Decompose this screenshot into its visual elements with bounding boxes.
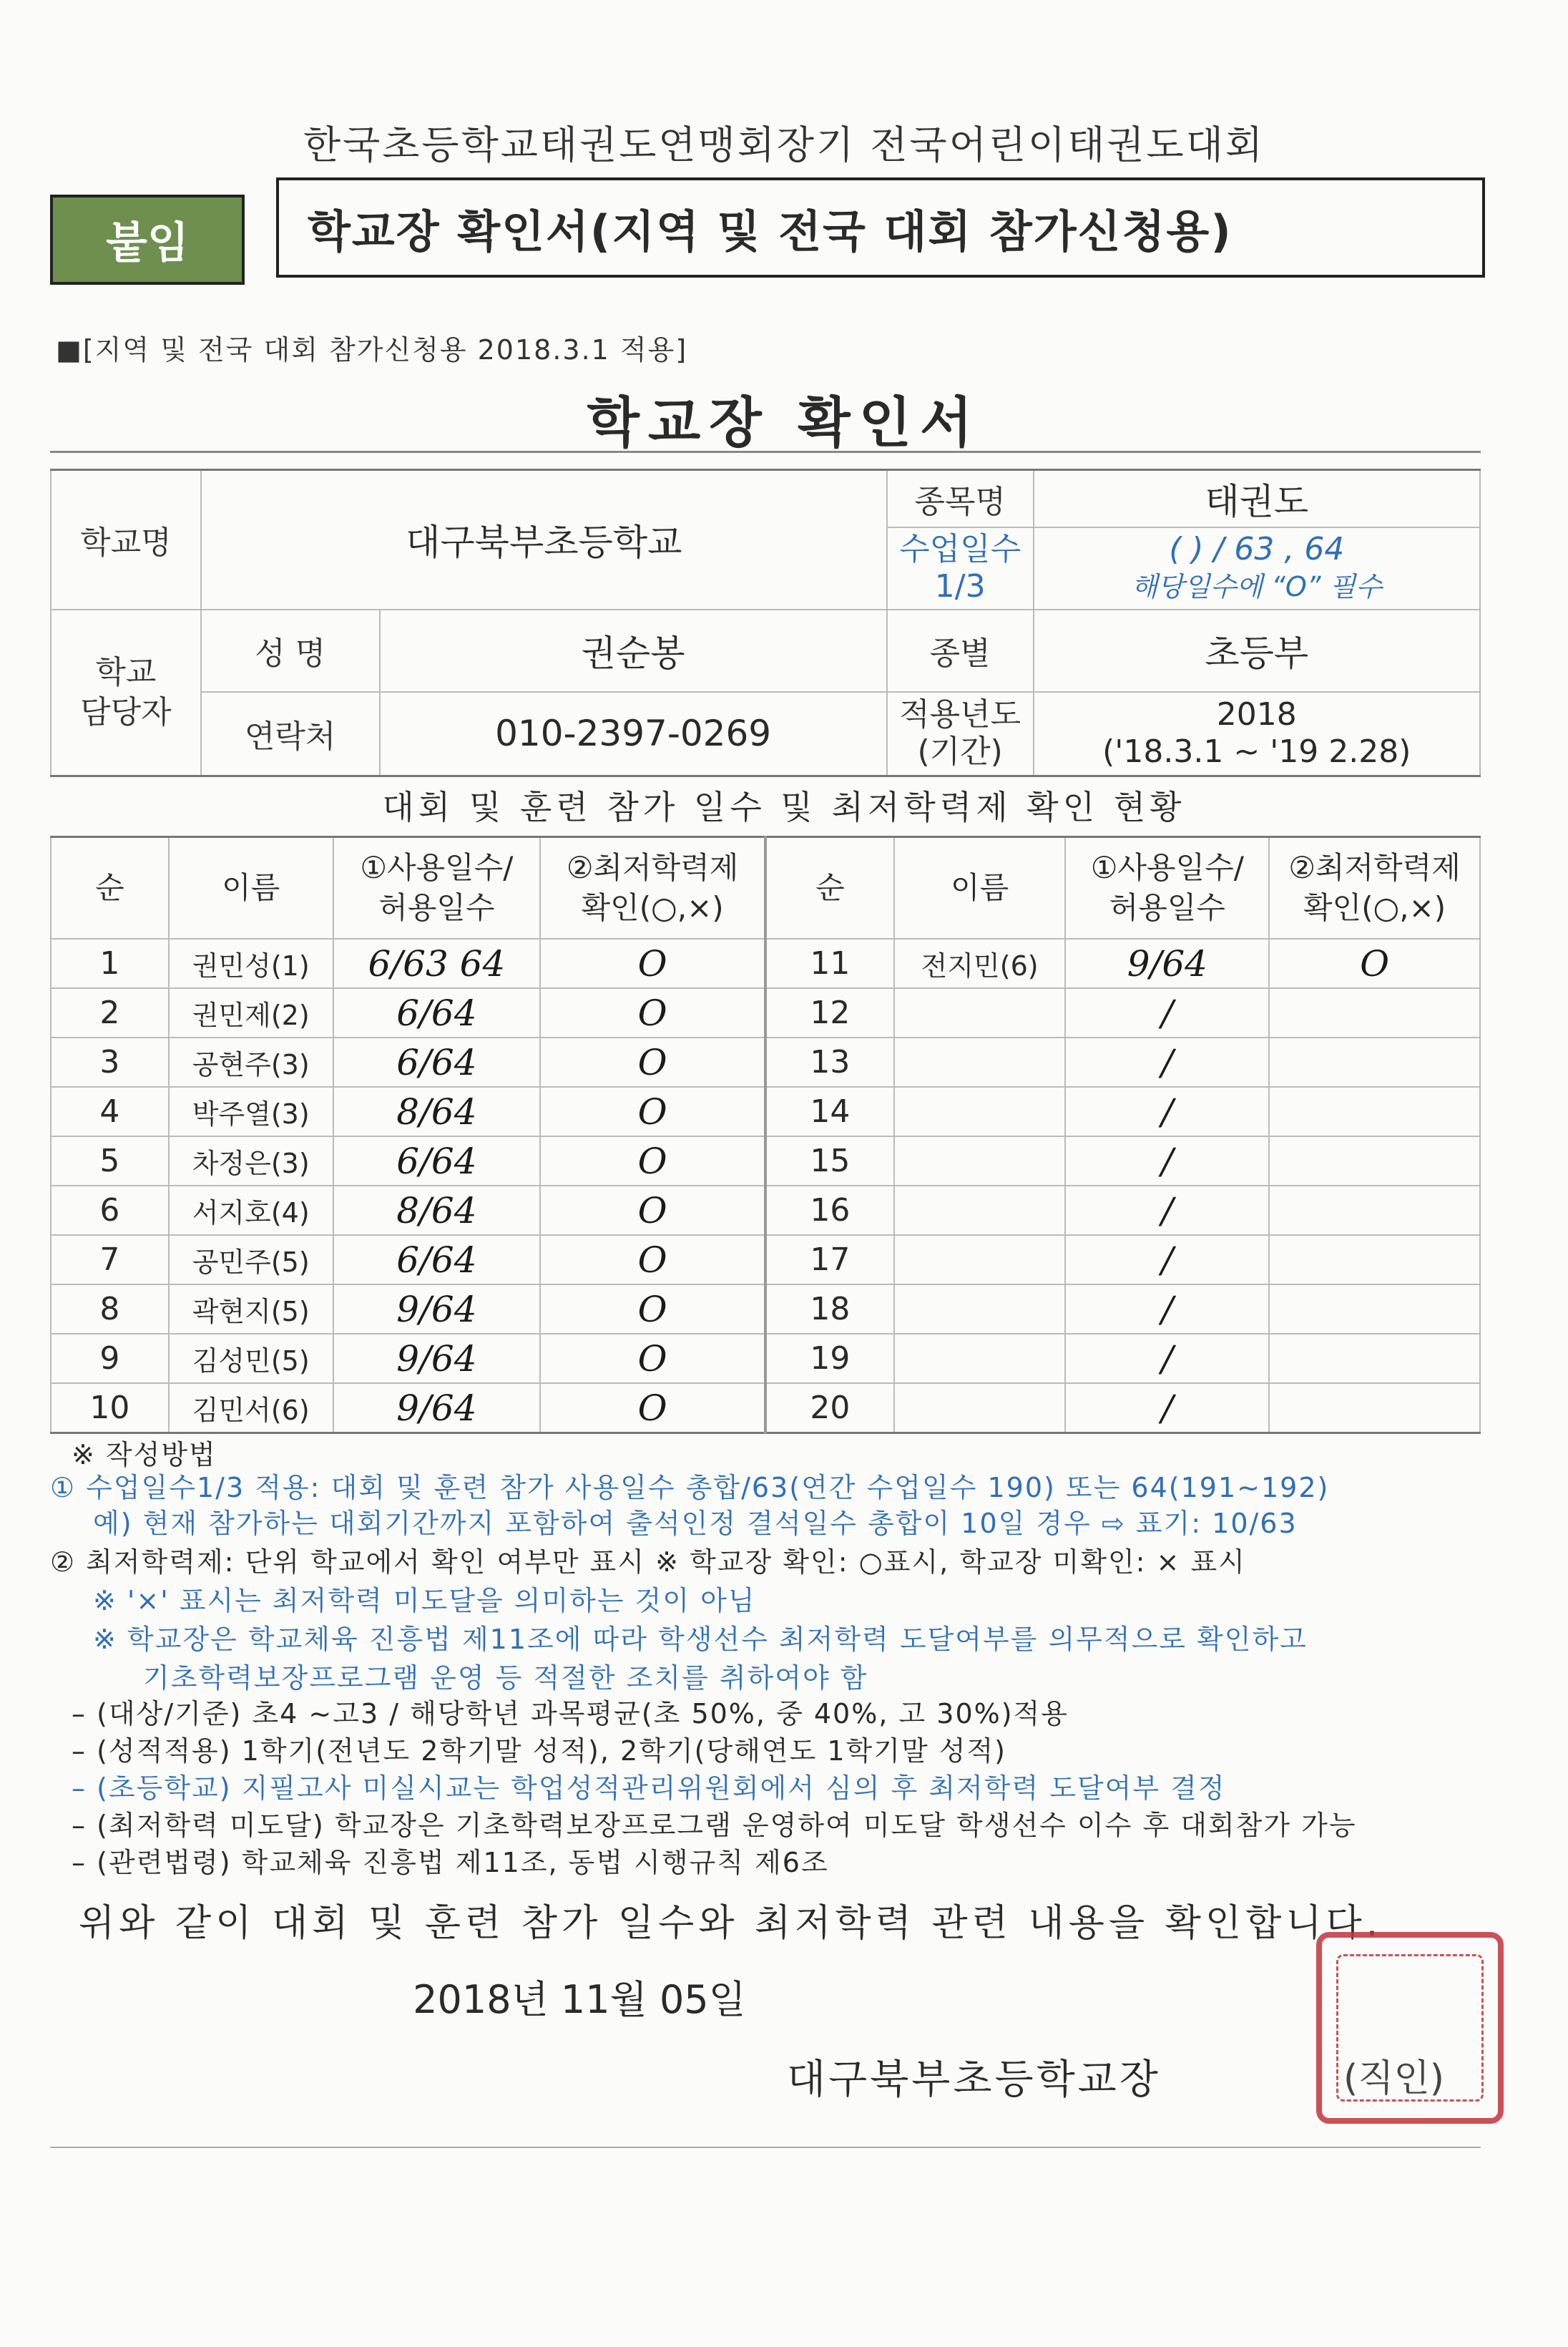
row-days: 6/63 64 bbox=[333, 939, 541, 988]
detail-5: – (관련법령) 학교체육 진흥법 제11조, 동법 시행규칙 제6조 bbox=[72, 1847, 829, 1878]
row-no: 12 bbox=[765, 988, 894, 1038]
row-days: 9/64 bbox=[333, 1284, 541, 1334]
row-no: 18 bbox=[765, 1284, 894, 1334]
category-value: 초등부 bbox=[1034, 610, 1480, 692]
row-name: 박주열(3) bbox=[169, 1087, 333, 1136]
col-days-right bbox=[1065, 837, 1269, 940]
event-value: 태권도 bbox=[1034, 470, 1480, 527]
row-no: 11 bbox=[765, 939, 894, 988]
name-label: 성 명 bbox=[201, 610, 380, 692]
row-name bbox=[894, 1186, 1066, 1235]
row-name: 전지민(6) bbox=[894, 939, 1066, 988]
confirmation-date: 2018년 11월 05일 bbox=[413, 1977, 746, 2022]
row-days: 9/64 bbox=[333, 1334, 541, 1383]
year-label-line2: (기간) bbox=[917, 733, 1003, 771]
row-name: 곽현지(5) bbox=[169, 1284, 333, 1334]
phone-value: 010-2397-0269 bbox=[380, 692, 887, 776]
row-days: / bbox=[1065, 1284, 1269, 1334]
row-name bbox=[894, 1087, 1066, 1136]
row-no: 17 bbox=[765, 1235, 894, 1284]
row-name bbox=[894, 1383, 1066, 1433]
row-name: 권민성(1) bbox=[169, 939, 333, 988]
col-days-right-line1: ①사용일수/ bbox=[1090, 850, 1244, 885]
row-days: 6/64 bbox=[333, 988, 541, 1038]
row-days: 9/64 bbox=[1065, 939, 1269, 988]
row-name: 권민제(2) bbox=[169, 988, 333, 1038]
col-academic-line1: ②최저학력제 bbox=[566, 850, 739, 885]
class-days-label bbox=[887, 527, 1034, 610]
note-4b: 기초학력보장프로그램 운영 등 적절한 조치를 취하여야 함 bbox=[143, 1662, 868, 1694]
col-academic-right-line1: ②최저학력제 bbox=[1288, 850, 1461, 885]
row-academic bbox=[1269, 1186, 1480, 1235]
row-name: 공민주(5) bbox=[169, 1235, 333, 1284]
name-value: 권순봉 bbox=[380, 610, 887, 692]
table-row bbox=[51, 939, 1480, 988]
row-academic: O bbox=[540, 1334, 765, 1383]
row-academic: O bbox=[540, 939, 765, 988]
col-days bbox=[333, 837, 541, 940]
year-label-line1: 적용년도 bbox=[899, 696, 1021, 733]
note-4a: ※ 학교장은 학교체육 진흥법 제11조에 따라 학생선수 최저학력 도달여부를 의무적으로 확인하고 bbox=[93, 1624, 1308, 1655]
roster-table bbox=[50, 836, 1481, 1434]
row-name bbox=[894, 1136, 1066, 1186]
document-title: 학교장 확인서 bbox=[587, 391, 981, 454]
col-academic bbox=[540, 837, 765, 940]
row-name: 김성민(5) bbox=[169, 1334, 333, 1383]
detail-3: – (초등학교) 지필고사 미실시교는 학업성적관리위원회에서 심의 후 최저학력 도달여부 결정 bbox=[72, 1772, 1226, 1804]
row-name: 김민서(6) bbox=[169, 1383, 333, 1433]
year-value-line1: 2018 bbox=[1216, 696, 1297, 733]
row-days: 9/64 bbox=[333, 1383, 541, 1433]
row-no: 3 bbox=[51, 1038, 169, 1087]
row-days: / bbox=[1065, 1235, 1269, 1284]
year-value bbox=[1034, 692, 1480, 776]
table-row bbox=[51, 1136, 1480, 1186]
row-no: 19 bbox=[765, 1334, 894, 1383]
apply-note: ■[지역 및 전국 대회 참가신청용 2018.3.1 적용] bbox=[56, 334, 688, 366]
event-label: 종목명 bbox=[887, 470, 1034, 527]
contact-label bbox=[51, 610, 201, 776]
col-academic-right-line2: 확인(○,×) bbox=[1303, 890, 1446, 925]
row-days: 6/64 bbox=[333, 1235, 541, 1284]
col-academic-right bbox=[1269, 837, 1480, 940]
title-divider bbox=[50, 451, 1481, 453]
attachment-badge: 붙임 bbox=[50, 195, 245, 285]
row-no: 5 bbox=[51, 1136, 169, 1186]
row-days: / bbox=[1065, 1383, 1269, 1433]
row-academic bbox=[1269, 1334, 1480, 1383]
table-row bbox=[51, 1087, 1480, 1136]
row-no: 20 bbox=[765, 1383, 894, 1433]
detail-2: – (성적적용) 1학기(전년도 2학기말 성적), 2학기(당해연도 1학기말 성적) bbox=[72, 1735, 1006, 1767]
col-no-right: 순 bbox=[765, 837, 894, 940]
row-days: 6/64 bbox=[333, 1038, 541, 1087]
class-days-label-line1: 수업일수 bbox=[899, 531, 1021, 567]
row-academic: O bbox=[540, 1087, 765, 1136]
row-no: 9 bbox=[51, 1334, 169, 1383]
status-title: 대회 및 훈련 참가 일수 및 최저학력제 확인 현황 bbox=[382, 788, 1186, 826]
row-academic bbox=[1269, 1087, 1480, 1136]
row-no: 1 bbox=[51, 939, 169, 988]
row-days: / bbox=[1065, 1087, 1269, 1136]
row-days: / bbox=[1065, 1334, 1269, 1383]
row-academic bbox=[1269, 1235, 1480, 1284]
year-label bbox=[887, 692, 1034, 776]
row-days: 6/64 bbox=[333, 1136, 541, 1186]
confirmation-statement: 위와 같이 대회 및 훈련 참가 일수와 최저학력 관련 내용을 확인합니다. bbox=[79, 1902, 1383, 1945]
row-academic bbox=[1269, 1038, 1480, 1087]
table-row bbox=[51, 1235, 1480, 1284]
class-days-value-line1: ( ) / 63 , 64 bbox=[1169, 531, 1345, 567]
table-row bbox=[51, 1383, 1480, 1433]
notes-heading: ※ 작성방법 bbox=[72, 1439, 217, 1470]
col-name: 이름 bbox=[169, 837, 333, 940]
note-1b: 예) 현재 참가하는 대회기간까지 포함하여 출석인정 결석일수 총합이 10일 경우 ⇨ 표기: 10/63 bbox=[93, 1508, 1298, 1539]
row-academic: O bbox=[540, 1136, 765, 1186]
row-no: 8 bbox=[51, 1284, 169, 1334]
row-days: / bbox=[1065, 1136, 1269, 1186]
row-no: 14 bbox=[765, 1087, 894, 1136]
col-days-line1: ①사용일수/ bbox=[360, 850, 514, 885]
row-academic bbox=[1269, 1383, 1480, 1433]
note-2: ② 최저학력제: 단위 학교에서 확인 여부만 표시 ※ 학교장 확인: ○표시, 학교장 미확인: × 표시 bbox=[50, 1546, 1246, 1578]
detail-1: – (대상/기준) 초4 ~고3 / 해당학년 과목평균(초 50%, 중 40%, 고 30%)적용 bbox=[72, 1698, 1069, 1729]
contact-label-line1: 학교 bbox=[95, 653, 157, 691]
year-value-line2: ('18.3.1 ~ '19 2.28) bbox=[1102, 733, 1411, 771]
row-no: 2 bbox=[51, 988, 169, 1038]
row-academic: O bbox=[540, 1235, 765, 1284]
row-no: 13 bbox=[765, 1038, 894, 1087]
row-name bbox=[894, 988, 1066, 1038]
row-name: 서지호(4) bbox=[169, 1186, 333, 1235]
signer-title: 대구북부초등학교장 bbox=[787, 2056, 1161, 2103]
row-no: 16 bbox=[765, 1186, 894, 1235]
school-value: 대구북부초등학교 bbox=[201, 470, 887, 610]
category-label: 종별 bbox=[887, 610, 1034, 692]
row-academic bbox=[1269, 1284, 1480, 1334]
row-days: / bbox=[1065, 988, 1269, 1038]
note-3: ※ '×' 표시는 최저학력 미도달을 의미하는 것이 아님 bbox=[93, 1585, 756, 1616]
note-1a: ① 수업일수1/3 적용: 대회 및 훈련 참가 사용일수 총합/63(연간 수업일수 190) 또는 64(191~192) bbox=[50, 1472, 1330, 1503]
table-row bbox=[51, 1186, 1480, 1235]
row-name bbox=[894, 1334, 1066, 1383]
class-days-value-line2: 해당일수에 “O” 필수 bbox=[1131, 571, 1382, 602]
bottom-divider bbox=[50, 2147, 1481, 2148]
table-row bbox=[51, 1334, 1480, 1383]
row-name bbox=[894, 1038, 1066, 1087]
row-academic bbox=[1269, 988, 1480, 1038]
row-no: 15 bbox=[765, 1136, 894, 1186]
row-name bbox=[894, 1235, 1066, 1284]
phone-label: 연락처 bbox=[201, 692, 380, 776]
col-no: 순 bbox=[51, 837, 169, 940]
form-title-box: 학교장 확인서(지역 및 전국 대회 참가신청용) bbox=[276, 177, 1485, 278]
table-row bbox=[51, 988, 1480, 1038]
col-days-line2: 허용일수 bbox=[378, 890, 495, 925]
event-title: 한국초등학교태권도연맹회장기 전국어린이태권도대회 bbox=[303, 122, 1265, 167]
row-no: 4 bbox=[51, 1087, 169, 1136]
contact-label-line2: 담당자 bbox=[80, 693, 172, 731]
row-no: 7 bbox=[51, 1235, 169, 1284]
col-academic-line2: 확인(○,×) bbox=[581, 890, 724, 925]
row-academic: O bbox=[1269, 939, 1480, 988]
seal-label: (직인) bbox=[1343, 2057, 1445, 2100]
row-academic: O bbox=[540, 988, 765, 1038]
row-no: 10 bbox=[51, 1383, 169, 1433]
row-no: 6 bbox=[51, 1186, 169, 1235]
row-days: / bbox=[1065, 1186, 1269, 1235]
row-academic: O bbox=[540, 1186, 765, 1235]
row-name: 차정은(3) bbox=[169, 1136, 333, 1186]
table-row bbox=[51, 1284, 1480, 1334]
row-academic: O bbox=[540, 1038, 765, 1087]
row-name: 공현주(3) bbox=[169, 1038, 333, 1087]
info-table bbox=[50, 469, 1481, 777]
row-name bbox=[894, 1284, 1066, 1334]
col-days-right-line2: 허용일수 bbox=[1109, 890, 1225, 925]
row-days: / bbox=[1065, 1038, 1269, 1087]
table-row bbox=[51, 1038, 1480, 1087]
row-academic bbox=[1269, 1136, 1480, 1186]
row-academic: O bbox=[540, 1383, 765, 1433]
row-days: 8/64 bbox=[333, 1186, 541, 1235]
col-name-right: 이름 bbox=[894, 837, 1066, 940]
school-label: 학교명 bbox=[51, 470, 201, 610]
row-academic: O bbox=[540, 1284, 765, 1334]
row-days: 8/64 bbox=[333, 1087, 541, 1136]
detail-4: – (최저학력 미도달) 학교장은 기초학력보장프로그램 운영하여 미도달 학생선수 이수 후 대회참가 가능 bbox=[72, 1810, 1357, 1841]
class-days-label-line2: 1/3 bbox=[934, 568, 986, 605]
class-days-value bbox=[1034, 527, 1480, 610]
